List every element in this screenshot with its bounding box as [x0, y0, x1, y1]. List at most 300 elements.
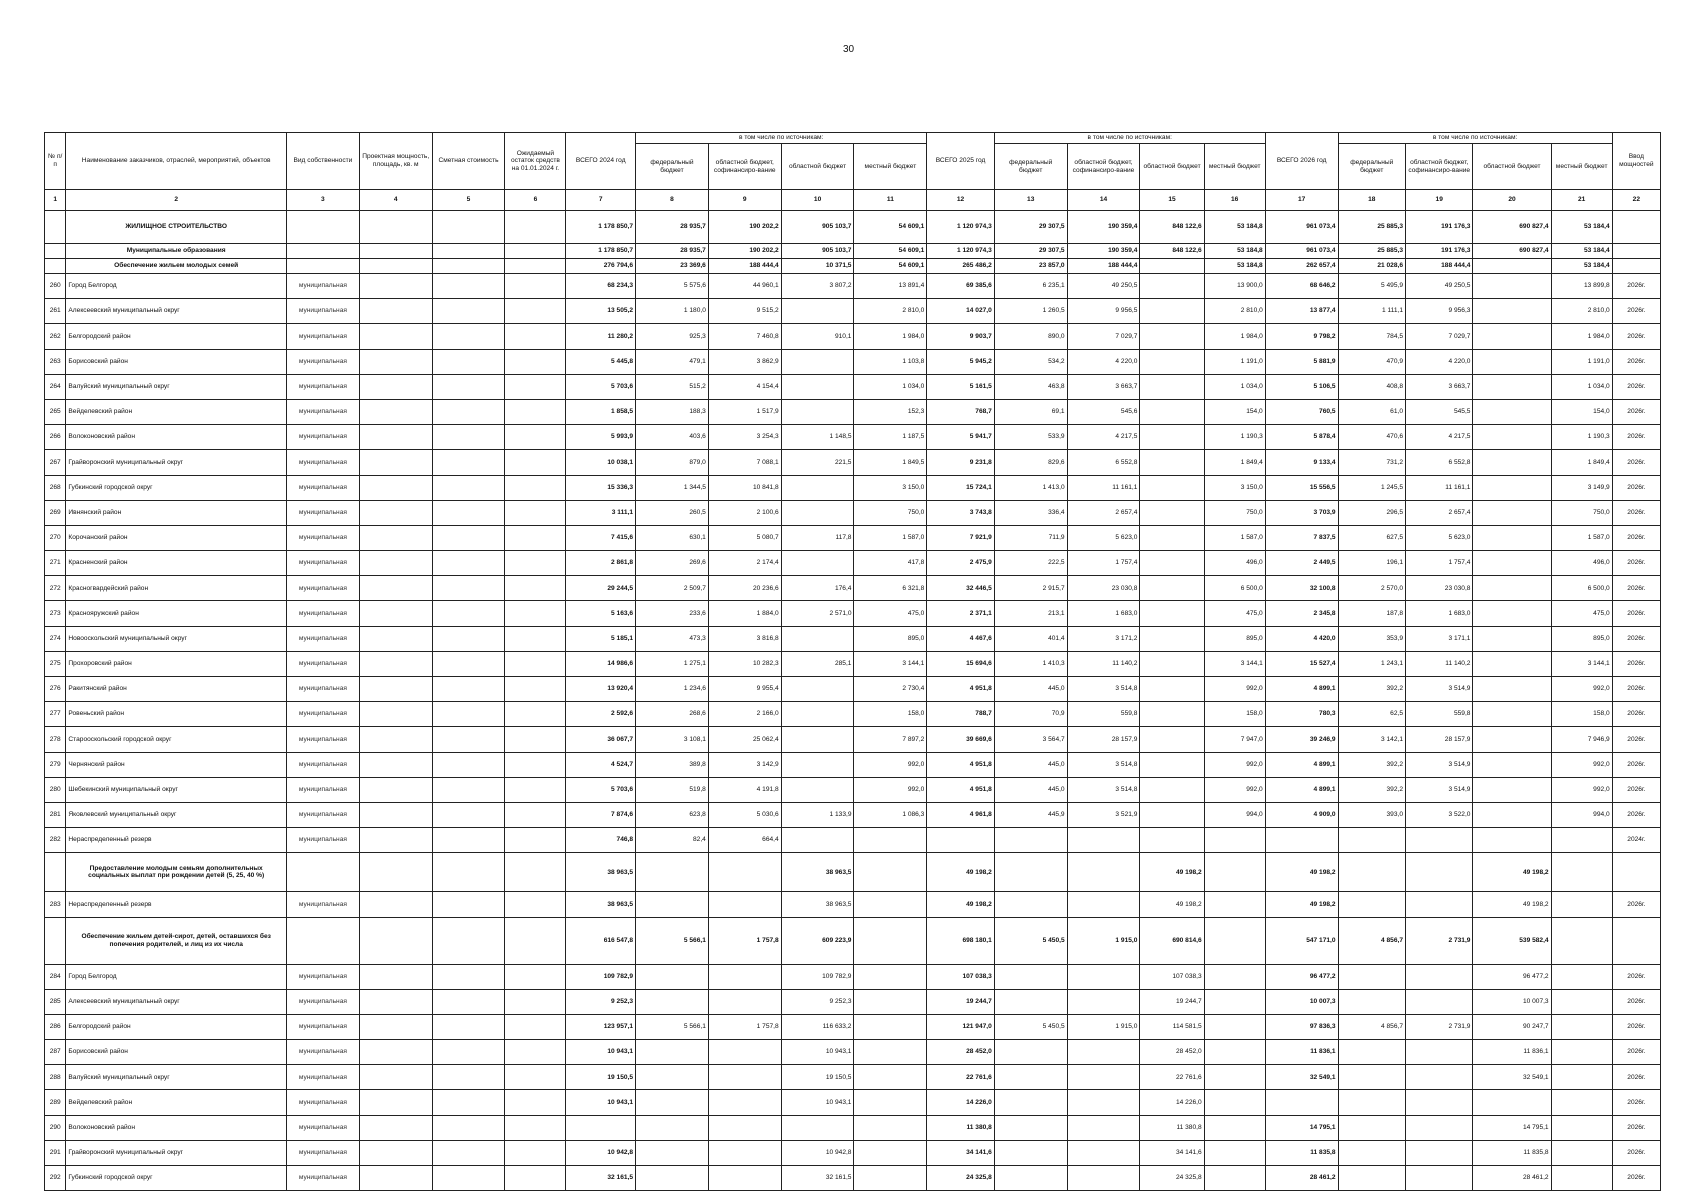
amount-cell: 4 856,7 [1338, 1014, 1405, 1039]
amount-cell [854, 1115, 927, 1140]
amount-cell: 221,5 [781, 450, 854, 475]
amount-cell [994, 828, 1067, 853]
row-number [45, 917, 66, 964]
amount-cell: 630,1 [636, 525, 709, 550]
amount-cell: 2 731,9 [1406, 1014, 1473, 1039]
ownership-type: муниципальная [286, 450, 359, 475]
amount-cell: 19 244,7 [1140, 989, 1204, 1014]
amount-cell: 1 849,4 [1204, 450, 1265, 475]
amount-cell: 2 345,8 [1265, 601, 1338, 626]
amount-cell: 5 450,5 [994, 1014, 1067, 1039]
amount-cell: 961 073,4 [1265, 244, 1338, 259]
amount-cell [1067, 1140, 1140, 1165]
amount-cell: 389,8 [636, 752, 709, 777]
amount-cell: 992,0 [1204, 777, 1265, 802]
object-name: Чернянский район [66, 752, 287, 777]
row-number: 266 [45, 425, 66, 450]
amount-cell: 22 761,6 [927, 1065, 994, 1090]
amount-cell [994, 1090, 1067, 1115]
amount-cell: 70,9 [994, 702, 1067, 727]
amount-cell [1067, 892, 1140, 917]
object-name: Валуйский муниципальный округ [66, 374, 287, 399]
amount-cell: 475,0 [854, 601, 927, 626]
amount-cell [708, 892, 781, 917]
amount-cell: 992,0 [1551, 777, 1612, 802]
amount-cell: 788,7 [927, 702, 994, 727]
row-number: 281 [45, 802, 66, 827]
amount-cell [1338, 964, 1405, 989]
empty-cell [432, 702, 505, 727]
column-number: 11 [854, 190, 927, 211]
row-number: 283 [45, 892, 66, 917]
header-local: местный бюджет [854, 144, 927, 190]
amount-cell [1140, 349, 1204, 374]
amount-cell: 233,6 [636, 601, 709, 626]
amount-cell [1473, 299, 1551, 324]
amount-cell: 19 150,5 [781, 1065, 854, 1090]
amount-cell [708, 853, 781, 892]
empty-cell [286, 244, 359, 259]
amount-cell [636, 1166, 709, 1191]
amount-cell: 188 444,4 [1067, 259, 1140, 274]
amount-cell [1338, 1115, 1405, 1140]
amount-cell: 10 942,8 [566, 1140, 636, 1165]
amount-cell: 11 161,1 [1067, 475, 1140, 500]
amount-cell [1473, 324, 1551, 349]
amount-cell: 3 743,8 [927, 500, 994, 525]
amount-cell: 750,0 [854, 500, 927, 525]
amount-cell [1204, 892, 1265, 917]
commission-year: 2026г. [1612, 964, 1660, 989]
object-name: Шебекинский муниципальный округ [66, 777, 287, 802]
amount-cell [1140, 702, 1204, 727]
empty-cell [505, 1140, 566, 1165]
amount-cell: 191 176,3 [1406, 211, 1473, 244]
header-sources-2024: в том числе по источникам: [636, 133, 927, 144]
amount-cell: 1 757,8 [708, 1014, 781, 1039]
amount-cell: 895,0 [854, 626, 927, 651]
amount-cell: 10 371,5 [781, 259, 854, 274]
commission-year: 2026г. [1612, 1166, 1660, 1191]
ownership-type: муниципальная [286, 425, 359, 450]
amount-cell: 515,2 [636, 374, 709, 399]
amount-cell [1551, 1090, 1612, 1115]
row-number [45, 853, 66, 892]
column-number: 17 [1265, 190, 1338, 211]
amount-cell: 3 703,9 [1265, 500, 1338, 525]
commission-year: 2026г. [1612, 1014, 1660, 1039]
amount-cell: 23 030,8 [1406, 576, 1473, 601]
amount-cell [708, 964, 781, 989]
amount-cell [854, 1090, 927, 1115]
amount-cell: 698 180,1 [927, 917, 994, 964]
amount-cell: 3 144,1 [1204, 651, 1265, 676]
empty-cell [432, 964, 505, 989]
amount-cell: 23 369,6 [636, 259, 709, 274]
amount-cell: 1 849,5 [854, 450, 927, 475]
amount-cell [1473, 576, 1551, 601]
amount-cell: 392,2 [1338, 777, 1405, 802]
amount-cell: 1 120 974,3 [927, 244, 994, 259]
row-number: 290 [45, 1115, 66, 1140]
empty-cell [432, 1115, 505, 1140]
table-row [45, 1140, 1661, 1165]
amount-cell [1473, 677, 1551, 702]
amount-cell: 1 587,0 [1204, 525, 1265, 550]
amount-cell [1551, 1065, 1612, 1090]
row-number [45, 211, 66, 244]
amount-cell [1551, 1140, 1612, 1165]
table-row [45, 500, 1661, 525]
amount-cell: 616 547,8 [566, 917, 636, 964]
empty-cell [359, 525, 432, 550]
empty-cell [432, 601, 505, 626]
commission-year: 2026г. [1612, 727, 1660, 752]
amount-cell: 1 086,3 [854, 802, 927, 827]
empty-cell [359, 702, 432, 727]
amount-cell: 15 336,3 [566, 475, 636, 500]
amount-cell: 475,0 [1551, 601, 1612, 626]
table-row [45, 374, 1661, 399]
commission-year: 2026г. [1612, 374, 1660, 399]
amount-cell: 848 122,6 [1140, 211, 1204, 244]
table-row [45, 702, 1661, 727]
amount-cell: 11 280,2 [566, 324, 636, 349]
table-row [45, 1115, 1661, 1140]
table-row [45, 802, 1661, 827]
object-name: Вейделевский район [66, 1090, 287, 1115]
amount-cell: 15 527,4 [1265, 651, 1338, 676]
row-number: 260 [45, 274, 66, 299]
amount-cell: 5 163,6 [566, 601, 636, 626]
amount-cell: 848 122,6 [1140, 244, 1204, 259]
amount-cell [994, 853, 1067, 892]
amount-cell: 53 184,8 [1204, 244, 1265, 259]
amount-cell: 49 198,2 [1265, 853, 1338, 892]
table-row [45, 399, 1661, 424]
amount-cell: 15 724,1 [927, 475, 994, 500]
column-number: 4 [359, 190, 432, 211]
amount-cell: 191 176,3 [1406, 244, 1473, 259]
amount-cell: 7 947,0 [1204, 727, 1265, 752]
empty-cell [505, 601, 566, 626]
amount-cell: 23 030,8 [1067, 576, 1140, 601]
amount-cell [1473, 752, 1551, 777]
amount-cell: 13 920,4 [566, 677, 636, 702]
row-number: 274 [45, 626, 66, 651]
amount-cell: 260,5 [636, 500, 709, 525]
amount-cell: 768,7 [927, 399, 994, 424]
amount-cell: 49 198,2 [927, 853, 994, 892]
amount-cell [1204, 964, 1265, 989]
ownership-type: муниципальная [286, 601, 359, 626]
column-number: 7 [566, 190, 636, 211]
amount-cell: 19 244,7 [927, 989, 994, 1014]
amount-cell [1140, 259, 1204, 274]
empty-cell [359, 425, 432, 450]
amount-cell: 3 171,1 [1406, 626, 1473, 651]
amount-cell [1067, 1166, 1140, 1191]
amount-cell: 992,0 [1204, 677, 1265, 702]
amount-cell [1140, 324, 1204, 349]
amount-cell [1473, 651, 1551, 676]
amount-cell: 24 325,8 [1140, 1166, 1204, 1191]
commission-cell [1612, 211, 1660, 244]
row-number: 285 [45, 989, 66, 1014]
row-number: 288 [45, 1065, 66, 1090]
empty-cell [505, 702, 566, 727]
column-number: 2 [66, 190, 287, 211]
commission-year: 2026г. [1612, 349, 1660, 374]
amount-cell: 11 380,8 [1140, 1115, 1204, 1140]
amount-cell: 9 903,7 [927, 324, 994, 349]
amount-cell: 925,3 [636, 324, 709, 349]
commission-year: 2026г. [1612, 1090, 1660, 1115]
amount-cell: 4 467,6 [927, 626, 994, 651]
amount-cell: 1 034,0 [1551, 374, 1612, 399]
empty-cell [432, 917, 505, 964]
column-number: 9 [708, 190, 781, 211]
amount-cell [1140, 425, 1204, 450]
row-number: 270 [45, 525, 66, 550]
amount-cell: 7 837,5 [1265, 525, 1338, 550]
amount-cell: 829,6 [994, 450, 1067, 475]
ownership-type: муниципальная [286, 727, 359, 752]
amount-cell [1473, 274, 1551, 299]
amount-cell: 68 234,3 [566, 274, 636, 299]
table-row [45, 299, 1661, 324]
amount-cell: 11 140,2 [1406, 651, 1473, 676]
row-number: 286 [45, 1014, 66, 1039]
amount-cell [1473, 777, 1551, 802]
object-name: Новооскольский муниципальный округ [66, 626, 287, 651]
table-row [45, 450, 1661, 475]
amount-cell: 5 941,7 [927, 425, 994, 450]
row-number: 273 [45, 601, 66, 626]
amount-cell: 5 575,6 [636, 274, 709, 299]
amount-cell: 664,4 [708, 828, 781, 853]
amount-cell [1067, 853, 1140, 892]
ownership-type: муниципальная [286, 1166, 359, 1191]
amount-cell: 1 190,3 [1551, 425, 1612, 450]
object-name: Вейделевский район [66, 399, 287, 424]
amount-cell: 2 592,6 [566, 702, 636, 727]
amount-cell: 154,0 [1551, 399, 1612, 424]
amount-cell: 97 836,3 [1265, 1014, 1338, 1039]
empty-cell [432, 777, 505, 802]
amount-cell: 11 161,1 [1406, 475, 1473, 500]
amount-cell: 9 956,5 [1067, 299, 1140, 324]
amount-cell: 276 794,6 [566, 259, 636, 274]
amount-cell [1140, 576, 1204, 601]
amount-cell [1551, 1014, 1612, 1039]
amount-cell: 32 549,1 [1473, 1065, 1551, 1090]
amount-cell: 496,0 [1204, 551, 1265, 576]
amount-cell: 1 849,4 [1551, 450, 1612, 475]
empty-cell [505, 425, 566, 450]
amount-cell: 13 891,4 [854, 274, 927, 299]
amount-cell [1204, 1090, 1265, 1115]
amount-cell: 28 935,7 [636, 244, 709, 259]
amount-cell [1551, 892, 1612, 917]
header-local: местный бюджет [1551, 144, 1612, 190]
empty-cell [432, 551, 505, 576]
amount-cell: 190 359,4 [1067, 211, 1140, 244]
column-number: 22 [1612, 190, 1660, 211]
row-number: 282 [45, 828, 66, 853]
amount-cell [1406, 1090, 1473, 1115]
amount-cell: 3 144,1 [1551, 651, 1612, 676]
amount-cell: 23 857,0 [994, 259, 1067, 274]
commission-year: 2026г. [1612, 677, 1660, 702]
empty-cell [432, 802, 505, 827]
amount-cell: 1 191,0 [1204, 349, 1265, 374]
header-local: местный бюджет [1204, 144, 1265, 190]
amount-cell: 158,0 [854, 702, 927, 727]
empty-cell [505, 299, 566, 324]
amount-cell: 3 108,1 [636, 727, 709, 752]
amount-cell: 5 703,6 [566, 374, 636, 399]
empty-cell [432, 324, 505, 349]
amount-cell: 1 034,0 [854, 374, 927, 399]
object-name: Яковлевский муниципальный округ [66, 802, 287, 827]
amount-cell [636, 1115, 709, 1140]
section-row-municipal [45, 244, 1661, 259]
amount-cell: 3 514,8 [1067, 752, 1140, 777]
amount-cell: 11 140,2 [1067, 651, 1140, 676]
amount-cell: 53 184,8 [1204, 259, 1265, 274]
amount-cell: 470,6 [1338, 425, 1405, 450]
empty-cell [359, 551, 432, 576]
empty-cell [432, 374, 505, 399]
row-number: 275 [45, 651, 66, 676]
amount-cell: 109 782,9 [781, 964, 854, 989]
table-row [45, 777, 1661, 802]
amount-cell [708, 1140, 781, 1165]
amount-cell [1473, 425, 1551, 450]
amount-cell: 54 609,1 [854, 244, 927, 259]
amount-cell [1140, 475, 1204, 500]
amount-cell [1473, 626, 1551, 651]
amount-cell: 32 161,5 [566, 1166, 636, 1191]
amount-cell: 61,0 [1338, 399, 1405, 424]
object-name: Город Белгород [66, 964, 287, 989]
amount-cell [1406, 964, 1473, 989]
amount-cell: 28 461,2 [1473, 1166, 1551, 1191]
header-sources-2025: в том числе по источникам: [994, 133, 1265, 144]
empty-cell [359, 324, 432, 349]
amount-cell: 3 807,2 [781, 274, 854, 299]
empty-cell [505, 853, 566, 892]
empty-cell [359, 727, 432, 752]
amount-cell: 285,1 [781, 651, 854, 676]
amount-cell: 559,8 [1067, 702, 1140, 727]
amount-cell [1140, 551, 1204, 576]
table-header [45, 133, 1661, 211]
amount-cell [994, 989, 1067, 1014]
amount-cell: 2 861,8 [566, 551, 636, 576]
empty-cell [505, 274, 566, 299]
amount-cell: 4 951,8 [927, 752, 994, 777]
amount-cell: 14 226,0 [927, 1090, 994, 1115]
amount-cell: 11 835,8 [1473, 1140, 1551, 1165]
amount-cell: 2 810,0 [1551, 299, 1612, 324]
amount-cell: 3 663,7 [1067, 374, 1140, 399]
amount-cell: 623,8 [636, 802, 709, 827]
amount-cell: 1 260,5 [994, 299, 1067, 324]
amount-cell: 4 220,0 [1067, 349, 1140, 374]
amount-cell [1067, 989, 1140, 1014]
empty-cell [359, 244, 432, 259]
amount-cell: 15 556,5 [1265, 475, 1338, 500]
amount-cell: 353,9 [1338, 626, 1405, 651]
amount-cell [1067, 828, 1140, 853]
amount-cell [1551, 828, 1612, 853]
amount-cell [781, 677, 854, 702]
amount-cell: 1 034,0 [1204, 374, 1265, 399]
amount-cell: 6 235,1 [994, 274, 1067, 299]
table-row [45, 1065, 1661, 1090]
empty-cell [505, 1166, 566, 1191]
amount-cell: 994,0 [1551, 802, 1612, 827]
amount-cell [1067, 1090, 1140, 1115]
amount-cell: 895,0 [1551, 626, 1612, 651]
amount-cell [1140, 626, 1204, 651]
table-row [45, 677, 1661, 702]
section-row-orphans [45, 917, 1661, 964]
empty-cell [359, 211, 432, 244]
amount-cell: 10 943,1 [566, 1040, 636, 1065]
amount-cell [1473, 259, 1551, 274]
amount-cell: 992,0 [854, 777, 927, 802]
amount-cell: 11 380,8 [927, 1115, 994, 1140]
ownership-type: муниципальная [286, 1065, 359, 1090]
empty-cell [505, 525, 566, 550]
amount-cell [1140, 777, 1204, 802]
amount-cell: 11 836,1 [1265, 1040, 1338, 1065]
amount-cell: 116 633,2 [781, 1014, 854, 1039]
ownership-type: муниципальная [286, 500, 359, 525]
empty-cell [505, 1040, 566, 1065]
amount-cell: 7 874,6 [566, 802, 636, 827]
object-name: Прохоровский район [66, 651, 287, 676]
amount-cell: 49 250,5 [1406, 274, 1473, 299]
empty-cell [432, 1014, 505, 1039]
amount-cell [1406, 892, 1473, 917]
amount-cell [854, 964, 927, 989]
amount-cell: 784,5 [1338, 324, 1405, 349]
header-total-2025: ВСЕГО 2025 год [927, 133, 994, 190]
amount-cell: 559,8 [1406, 702, 1473, 727]
amount-cell [781, 752, 854, 777]
empty-cell [359, 1065, 432, 1090]
object-name: Ивнянский район [66, 500, 287, 525]
amount-cell: 2 166,0 [708, 702, 781, 727]
object-name: Грайворонский муниципальный округ [66, 1140, 287, 1165]
amount-cell: 34 141,6 [927, 1140, 994, 1165]
ownership-type: муниципальная [286, 752, 359, 777]
amount-cell: 401,4 [994, 626, 1067, 651]
amount-cell [1338, 892, 1405, 917]
amount-cell [994, 1040, 1067, 1065]
amount-cell: 3 816,8 [708, 626, 781, 651]
amount-cell: 38 963,5 [781, 853, 854, 892]
amount-cell [1473, 475, 1551, 500]
amount-cell: 4 217,5 [1406, 425, 1473, 450]
amount-cell: 5 106,5 [1265, 374, 1338, 399]
header-cofin: областной бюджет, софинансиро-вание [1406, 144, 1473, 190]
amount-cell: 1 858,5 [566, 399, 636, 424]
